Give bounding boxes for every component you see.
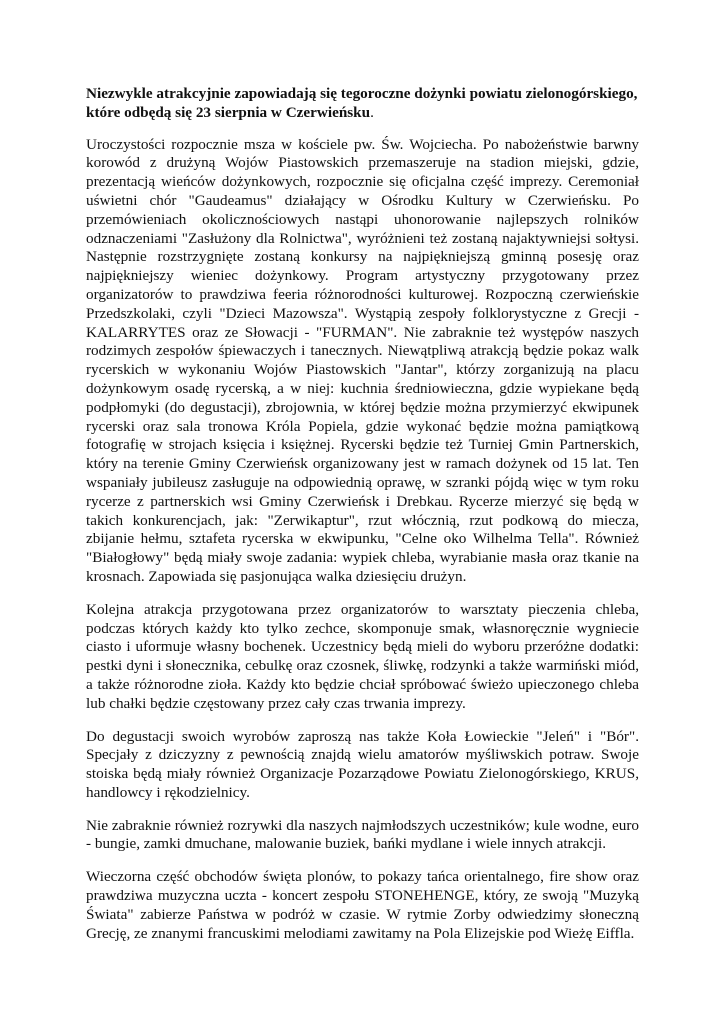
paragraph-bread-workshop: Kolejna atrakcja przygotowana przez organizatorów to warsztaty pieczenia chleba, podczas których każdy kto tylko zechce, skomponuje smak, własnoręcznie wygniecie ciasto i uformuje własny bochenek. Uczestnicy będą mieli do wyboru przeróżne dodatki: pestki dyni i słonecznika, cebulkę oraz czosnek, śliwkę, rodzynki a także warmiński miód, a także różnorodne zioła. Każdy kto będzie chciał spróbować świeżo upieczonego chleba lub chałki będzie częstowany przez cały czas trwania imprezy. bbox=[86, 600, 639, 712]
paragraph-ceremony: Uroczystości rozpocznie msza w kościele pw. Św. Wojciecha. Po nabożeństwie barwny korowód z drużyną Wojów Piastowskich przemaszeruje na stadion miejski, gdzie, prezentacją wieńców dożynkowych, rozpocznie się oficjalna część imprezy. Ceremoniał uświetni chór "Gaudeamus" działający w Ośrodku Kultury w Czerwieńsku. Po przemówieniach okolicznościowych nastąpi uhonorowanie najlepszych rolników odznaczeniami "Zasłużony dla Rolnictwa", wyróżnieni też zostaną najaktywniejsi sołtysi. Następnie rozstrzygnięte zostaną konkursy na najpiękniejszą gminną posesję oraz najpiękniejszy wieniec dożynkowy. Program artystyczny przygotowany przez organizatorów to prawdziwa feeria różnorodności kulturowej. Rozpoczną czerwieńskie Przedszkolaki, czyli "Dzieci Mazowsza". Wystąpią zespoły folklorystyczne z Grecji - KALARRYTES oraz ze Słowacji - "FURMAN". Nie zabraknie też występów naszych rodzimych zespołów śpiewaczych i tanecznych. Niewątpliwą atrakcją będzie pokaz walk rycerskich w wykonaniu Wojów Piastowskich "Jantar", którzy zorganizują na placu dożynkowym osadę rycerską, a w niej: kuchnia średniowieczna, gdzie wypiekane będą podpłomyki (do degustacji), zbrojownia, w której będzie można przymierzyć ekwipunek rycerski oraz sala tronowa Króla Popiela, gdzie wykonać będzie można pamiątkową fotografię w strojach księcia i księżnej. Rycerski będzie też Turniej Gmin Partnerskich, który na terenie Gminy Czerwieńsk organizowany jest w ramach dożynek od 15 lat. Ten wspaniały jubileusz zasługuje na odpowiednią oprawę, w szranki pójdą więc w tym roku rycerze z partnerskich wsi Gminy Czerwieńsk i Drebkau. Rycerze mierzyć się będą w takich konkurencjach, jak: "Zerwikaptur", rzut włócznią, rzut podkową do miecza, zbijanie hełmu, sztafeta rycerska w ekwipunku, "Celne oko Wilhelma Tella". Również "Białogłowy" będą miały swoje zadania: wypiek chleba, wyrabianie masła oraz tkanie na krosnach. Zapowiada się pasjonująca walka dziesięciu drużyn. bbox=[86, 135, 639, 585]
headline-text: Niezwykle atrakcyjnie zapowiadają się tegoroczne dożynki powiatu zielonogórskiego, które odbędą się 23 sierpnia w Czerwieńsku bbox=[86, 85, 638, 121]
paragraph-evening: Wieczorna część obchodów święta plonów, to pokazy tańca orientalnego, fire show oraz prawdziwa muzyczna uczta - koncert zespołu STONEHENGE, który, ze swoją "Muzyką Świata" zabierze Państwa w podróż w czasie. W rytmie Zorby odwiedzimy słoneczną Grecję, ze znanymi francuskimi melodiami zawitamy na Pola Elizejskie pod Wieżę Eiffla. bbox=[86, 868, 639, 942]
article-headline bbox=[86, 85, 639, 123]
headline-period: . bbox=[370, 103, 374, 121]
article-body bbox=[86, 85, 639, 943]
paragraph-kids-entertainment: Nie zabraknie również rozrywki dla naszych najmłodszych uczestników; kule wodne, euro - bungie, zamki dmuchane, malowanie buziek, bańki mydlane i wiele innych atrakcji. bbox=[86, 816, 639, 853]
paragraph-tasting: Do degustacji swoich wyrobów zaproszą nas także Koła Łowieckie "Jeleń" i "Bór". Specjały z dziczyzny z pewnością znajdą wielu amatorów myśliwskich potraw. Swoje stoiska będą miały również Organizacje Pozarządowe Powiatu Zielonogórskiego, KRUS, handlowcy i rękodzielnicy. bbox=[86, 727, 639, 801]
